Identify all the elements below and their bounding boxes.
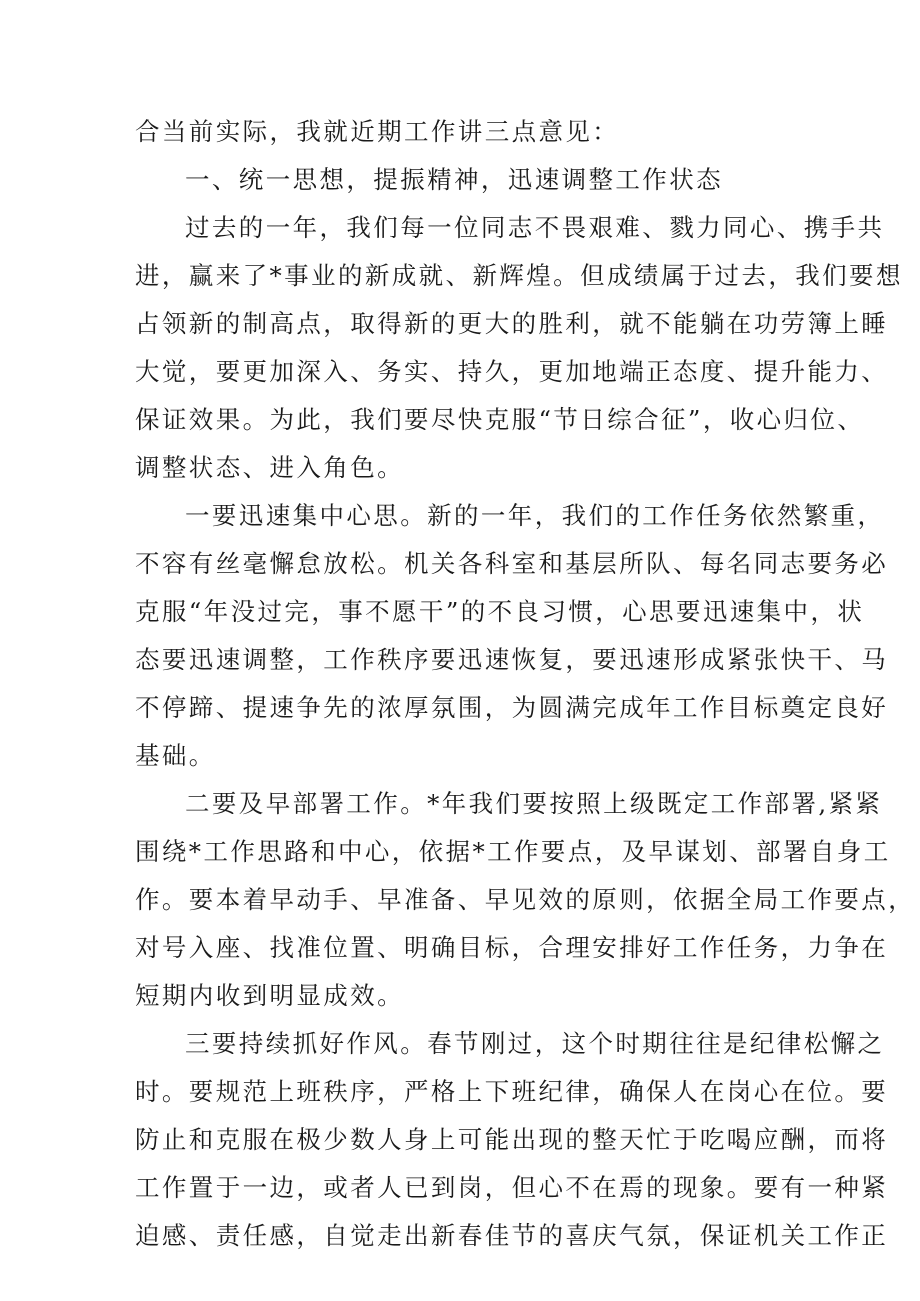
text-line: 调整状态、进入角色。	[135, 453, 404, 482]
text-line: 保证效果。为此，我们要尽快克服“节日综合征”，收心归位、	[135, 405, 865, 434]
text-line: 合当前实际，我就近期工作讲三点意见：	[135, 117, 620, 146]
paragraph-first-line: 三要持续抓好作风。春节刚过，这个时期往往是纪律松懈之	[185, 1029, 885, 1058]
text-line: 作。要本着早动手、早准备、早见效的原则，依据全局工作要点，	[135, 885, 916, 914]
paragraph-first-line: 一要迅速集中心思。新的一年，我们的工作任务依然繁重，	[185, 501, 885, 530]
text-line: 对号入座、找准位置、明确目标，合理安排好工作任务，力争在	[135, 933, 889, 962]
section-heading: 一、统一思想，提振精神，迅速调整工作状态	[185, 165, 723, 194]
text-line: 基础。	[135, 741, 216, 770]
paragraph-first-line: 二要及早部署工作。*年我们要按照上级既定工作部署,紧紧	[185, 789, 883, 818]
text-line: 不停蹄、提速争先的浓厚氛围，为圆满完成年工作目标奠定良好	[135, 693, 889, 722]
text-line: 围绕*工作思路和中心，依据*工作要点，及早谋划、部署自身工	[135, 837, 891, 866]
text-line: 时。要规范上班秩序，严格上下班纪律，确保人在岗心在位。要	[135, 1077, 889, 1106]
text-line: 克服“年没过完，事不愿干”的不良习惯，心思要迅速集中，状	[135, 597, 865, 626]
text-line: 不容有丝毫懈怠放松。机关各科室和基层所队、每名同志要务必	[135, 549, 889, 578]
text-line: 短期内收到明显成效。	[135, 981, 404, 1010]
text-line: 迫感、责任感，自觉走出新春佳节的喜庆气氛，保证机关工作正	[135, 1221, 889, 1250]
text-line: 工作置于一边，或者人已到岗，但心不在焉的现象。要有一种紧	[135, 1173, 889, 1202]
paragraph-first-line: 过去的一年，我们每一位同志不畏艰难、戮力同心、携手共	[185, 213, 885, 242]
text-line: 防止和克服在极少数人身上可能出现的整天忙于吃喝应酬，而将	[135, 1125, 889, 1154]
text-line: 占领新的制高点，取得新的更大的胜利，就不能躺在功劳簿上睡	[135, 309, 889, 338]
text-line: 态要迅速调整，工作秩序要迅速恢复，要迅速形成紧张快干、马	[135, 645, 889, 674]
text-line: 大觉，要更加深入、务实、持久，更加地端正态度、提升能力、	[135, 357, 889, 386]
text-line: 进，赢来了*事业的新成就、新辉煌。但成绩属于过去，我们要想	[135, 261, 903, 290]
